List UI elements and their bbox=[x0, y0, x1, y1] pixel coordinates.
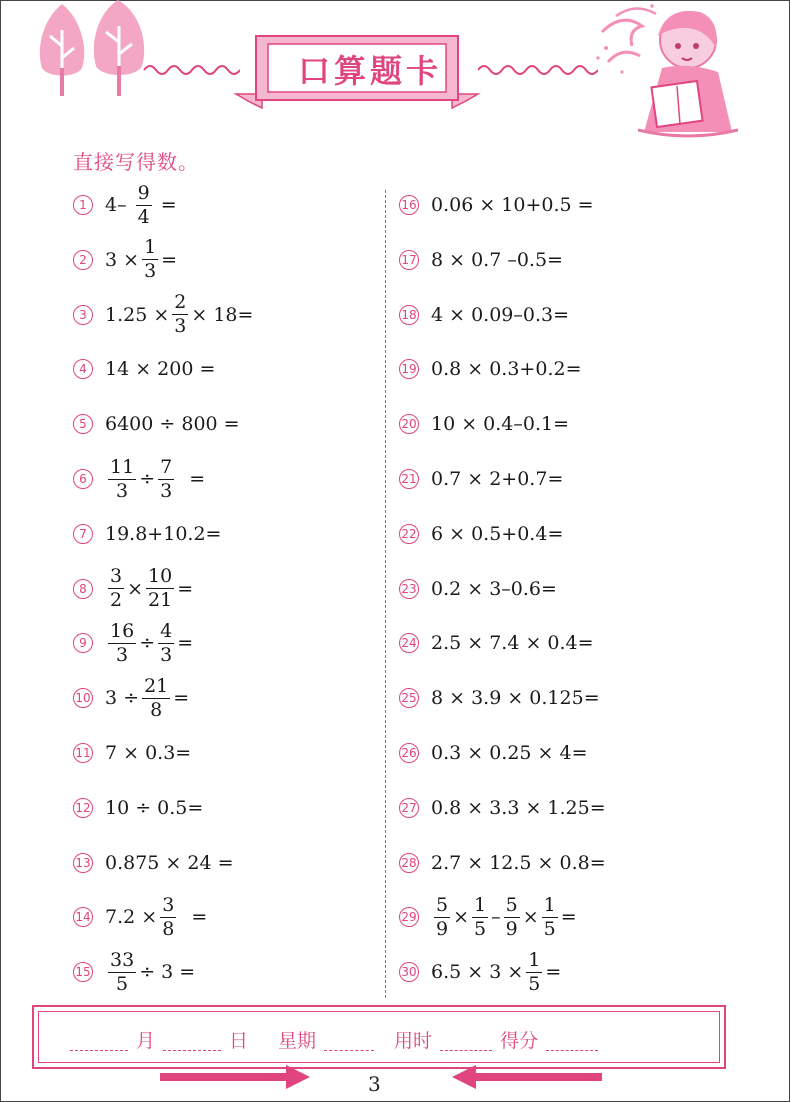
problem-item bbox=[73, 180, 177, 230]
left-arrow-icon bbox=[452, 1064, 602, 1090]
fraction-numerator: 7 bbox=[160, 455, 173, 478]
problem-number: 30 bbox=[399, 962, 419, 982]
fraction bbox=[504, 893, 520, 940]
problem-expression bbox=[105, 619, 194, 666]
problem-item bbox=[73, 783, 203, 833]
expression-text: 6.5 × 3 × bbox=[431, 961, 524, 984]
fraction-numerator: 33 bbox=[110, 948, 135, 971]
fraction-numerator: 3 bbox=[162, 893, 175, 916]
expression-text: 14 × 200 = bbox=[105, 358, 216, 381]
expression-text: 1.25 × bbox=[105, 303, 170, 326]
problem-number: 16 bbox=[399, 195, 419, 215]
problem-item bbox=[399, 564, 557, 614]
expression-text: 6 × 0.5+0.4= bbox=[431, 522, 564, 545]
expression-text: = bbox=[177, 468, 206, 490]
problem-item bbox=[399, 673, 600, 723]
score-blank[interactable] bbox=[546, 1028, 598, 1051]
expression-text: 10 ÷ 0.5= bbox=[105, 796, 204, 819]
fraction-denominator: 3 bbox=[144, 260, 157, 283]
problem-number: 27 bbox=[399, 798, 419, 818]
problem-number: 2 bbox=[73, 250, 93, 270]
expression-text: 8 × 3.9 × 0.125= bbox=[431, 687, 600, 710]
fraction-denominator: 5 bbox=[543, 917, 556, 940]
problem-number: 5 bbox=[73, 414, 93, 434]
problem-number: 24 bbox=[399, 633, 419, 653]
expression-text: 0.875 × 24 = bbox=[105, 851, 234, 874]
problem-item bbox=[399, 618, 594, 668]
expression-text: 4– bbox=[105, 194, 133, 216]
expression-text: 6400 ÷ 800 = bbox=[105, 413, 240, 436]
problem-expression bbox=[105, 238, 177, 281]
expression-text: 19.8+10.2= bbox=[105, 522, 222, 545]
score-label: 得分 bbox=[500, 1029, 539, 1052]
fraction-denominator: 3 bbox=[174, 315, 187, 338]
expression-text: = bbox=[161, 248, 178, 271]
fraction bbox=[160, 893, 176, 940]
problem-expression bbox=[105, 852, 234, 874]
problem-number: 23 bbox=[399, 579, 419, 599]
problem-item bbox=[399, 728, 588, 778]
problem-item bbox=[73, 673, 189, 723]
problem-item bbox=[399, 235, 563, 285]
expression-text: 0.8 × 0.3+0.2= bbox=[431, 358, 582, 381]
fraction bbox=[158, 619, 174, 666]
problem-expression bbox=[105, 797, 203, 819]
problem-expression bbox=[105, 948, 196, 995]
expression-text: 0.7 × 2+0.7= bbox=[431, 468, 564, 490]
fraction-numerator: 1 bbox=[474, 893, 487, 916]
fraction bbox=[472, 893, 488, 940]
fraction-numerator: 21 bbox=[144, 674, 169, 697]
fraction bbox=[136, 181, 152, 228]
problem-number: 22 bbox=[399, 524, 419, 544]
problem-number: 4 bbox=[73, 359, 93, 379]
month-blank[interactable] bbox=[70, 1028, 128, 1051]
day-blank[interactable] bbox=[163, 1028, 221, 1051]
fraction-denominator: 3 bbox=[160, 643, 173, 666]
problem-number: 25 bbox=[399, 688, 419, 708]
problem-item bbox=[399, 290, 569, 340]
fraction-numerator: 10 bbox=[148, 565, 173, 588]
fraction-numerator: 9 bbox=[137, 181, 150, 204]
day-label: 日 bbox=[229, 1029, 249, 1052]
problem-item bbox=[399, 399, 569, 449]
time-label: 用时 bbox=[394, 1029, 433, 1052]
problem-number: 12 bbox=[73, 798, 93, 818]
fraction-denominator: 3 bbox=[160, 479, 173, 502]
problem-item bbox=[73, 728, 191, 778]
problem-expression bbox=[431, 249, 563, 271]
expression-text: 4 × 0.09–0.3= bbox=[431, 303, 570, 326]
expression-text: 2.7 × 12.5 × 0.8= bbox=[431, 851, 606, 874]
expression-text: – bbox=[491, 906, 501, 929]
problem-item bbox=[73, 564, 193, 614]
problem-expression bbox=[431, 797, 606, 819]
fraction-denominator: 3 bbox=[116, 643, 129, 666]
expression-text: ÷ 3 = bbox=[139, 961, 196, 984]
fraction-denominator: 2 bbox=[110, 589, 123, 612]
problem-number: 11 bbox=[73, 743, 93, 763]
problem-expression bbox=[431, 632, 594, 654]
girl-reading-illustration bbox=[592, 2, 742, 142]
problem-number: 18 bbox=[399, 305, 419, 325]
problem-item bbox=[73, 290, 253, 340]
fraction-denominator: 5 bbox=[528, 972, 541, 995]
problem-number: 6 bbox=[73, 469, 93, 489]
problem-item bbox=[399, 509, 563, 559]
expression-text: × bbox=[453, 906, 470, 929]
expression-text: 0.8 × 3.3 × 1.25= bbox=[431, 796, 606, 819]
fraction bbox=[146, 567, 174, 610]
problem-number: 10 bbox=[73, 688, 93, 708]
problem-expression bbox=[105, 413, 240, 435]
trees-decoration bbox=[22, 0, 162, 100]
problem-item bbox=[73, 618, 193, 668]
fraction bbox=[434, 893, 450, 940]
problem-expression bbox=[431, 687, 600, 709]
problem-item bbox=[73, 838, 234, 888]
fraction-numerator: 1 bbox=[543, 893, 556, 916]
expression-text: 0.06 × 10+0.5 = bbox=[431, 194, 594, 216]
expression-text: × 18= bbox=[191, 303, 254, 326]
fraction bbox=[142, 674, 170, 721]
problem-number: 14 bbox=[73, 907, 93, 927]
weekday-label: 星期 bbox=[278, 1029, 317, 1052]
problem-expression bbox=[105, 455, 206, 502]
expression-text: = bbox=[177, 632, 194, 655]
expression-text: 7.2 × bbox=[105, 906, 158, 929]
expression-text: = bbox=[179, 906, 208, 929]
problem-item bbox=[73, 947, 195, 997]
problem-expression bbox=[105, 674, 190, 721]
problem-expression bbox=[431, 742, 588, 764]
expression-text: 3 ÷ bbox=[105, 687, 140, 710]
fraction-denominator: 21 bbox=[148, 589, 173, 612]
problem-number: 21 bbox=[399, 469, 419, 489]
fraction-denominator: 8 bbox=[162, 917, 175, 940]
weekday-blank[interactable] bbox=[324, 1028, 374, 1051]
page-number: 3 bbox=[368, 1072, 381, 1096]
problem-number: 26 bbox=[399, 743, 419, 763]
problem-item bbox=[399, 892, 577, 942]
problem-expression bbox=[431, 358, 582, 380]
expression-text: = bbox=[545, 961, 562, 984]
problem-number: 9 bbox=[73, 633, 93, 653]
problem-item bbox=[399, 344, 582, 394]
problem-item bbox=[73, 892, 207, 942]
problem-expression bbox=[105, 742, 191, 764]
fraction-numerator: 3 bbox=[110, 565, 123, 588]
expression-text: 0.3 × 0.25 × 4= bbox=[431, 742, 588, 764]
fraction-numerator: 4 bbox=[160, 619, 173, 642]
problem-expression bbox=[431, 194, 594, 216]
fraction-denominator: 5 bbox=[116, 972, 129, 995]
problem-expression bbox=[431, 948, 562, 995]
problem-expression bbox=[431, 893, 577, 940]
problem-number: 20 bbox=[399, 414, 419, 434]
instruction-text: 直接写得数。 bbox=[73, 150, 199, 174]
problem-number: 13 bbox=[73, 853, 93, 873]
expression-text: 3 × bbox=[105, 248, 140, 271]
problem-expression bbox=[105, 893, 208, 940]
expression-text: = bbox=[177, 577, 194, 600]
problem-number: 3 bbox=[73, 305, 93, 325]
expression-text: × bbox=[127, 577, 144, 600]
fraction bbox=[172, 293, 188, 336]
fraction-denominator: 9 bbox=[436, 917, 449, 940]
problem-number: 28 bbox=[399, 853, 419, 873]
problem-item bbox=[399, 838, 606, 888]
expression-text: 0.2 × 3–0.6= bbox=[431, 577, 557, 600]
expression-text: ÷ bbox=[139, 632, 156, 655]
problem-expression bbox=[105, 358, 215, 380]
fraction bbox=[142, 238, 158, 281]
problem-expression bbox=[431, 304, 569, 326]
problem-number: 15 bbox=[73, 962, 93, 982]
problem-expression bbox=[431, 852, 606, 874]
problem-number: 19 bbox=[399, 359, 419, 379]
fraction bbox=[108, 948, 136, 995]
expression-text: 2.5 × 7.4 × 0.4= bbox=[431, 632, 594, 655]
expression-text: × bbox=[522, 906, 539, 929]
problem-number: 29 bbox=[399, 907, 419, 927]
problem-expression bbox=[431, 578, 557, 600]
time-blank[interactable] bbox=[440, 1028, 492, 1051]
problem-expression bbox=[105, 567, 193, 610]
problem-item bbox=[399, 454, 563, 504]
fraction bbox=[542, 893, 558, 940]
expression-text: = bbox=[560, 906, 577, 929]
problem-item bbox=[399, 783, 606, 833]
problem-item bbox=[73, 454, 205, 504]
problem-expression bbox=[431, 468, 563, 490]
problem-item bbox=[399, 947, 561, 997]
fraction bbox=[108, 619, 136, 666]
problem-number: 7 bbox=[73, 524, 93, 544]
month-label: 月 bbox=[136, 1029, 156, 1052]
fraction bbox=[158, 455, 174, 502]
problem-expression bbox=[105, 293, 253, 336]
problem-item bbox=[73, 509, 221, 559]
problem-item bbox=[73, 235, 177, 285]
fraction-denominator: 9 bbox=[505, 917, 518, 940]
page-title: 口算题卡 bbox=[297, 52, 442, 90]
expression-text: 10 × 0.4–0.1= bbox=[431, 413, 570, 436]
footer-record-row bbox=[70, 1024, 606, 1054]
wavy-line-left bbox=[142, 56, 240, 82]
fraction bbox=[526, 948, 542, 995]
fraction-numerator: 5 bbox=[436, 893, 449, 916]
expression-text: 8 × 0.7 –0.5= bbox=[431, 248, 563, 271]
problem-item bbox=[73, 344, 215, 394]
fraction-numerator: 16 bbox=[110, 619, 135, 642]
problem-item bbox=[73, 399, 240, 449]
fraction-numerator: 1 bbox=[144, 236, 157, 259]
fraction-denominator: 4 bbox=[137, 205, 150, 228]
right-arrow-icon bbox=[160, 1064, 310, 1090]
problem-expression bbox=[431, 413, 569, 435]
expression-text: = bbox=[173, 687, 190, 710]
fraction-denominator: 8 bbox=[150, 698, 163, 721]
fraction-numerator: 2 bbox=[174, 291, 187, 314]
fraction-denominator: 5 bbox=[474, 917, 487, 940]
fraction-denominator: 3 bbox=[116, 479, 129, 502]
problem-number: 1 bbox=[73, 195, 93, 215]
problem-expression bbox=[105, 181, 177, 228]
fraction-numerator: 5 bbox=[505, 893, 518, 916]
problem-expression bbox=[105, 523, 221, 545]
problem-number: 17 bbox=[399, 250, 419, 270]
expression-text: = bbox=[154, 194, 177, 216]
fraction bbox=[108, 455, 136, 502]
wavy-line-right bbox=[478, 56, 598, 82]
fraction bbox=[108, 567, 124, 610]
problem-expression bbox=[431, 523, 563, 545]
fraction-numerator: 1 bbox=[528, 948, 541, 971]
problem-item bbox=[399, 180, 594, 230]
problem-number: 8 bbox=[73, 579, 93, 599]
expression-text: 7 × 0.3= bbox=[105, 742, 192, 764]
fraction-numerator: 11 bbox=[110, 455, 135, 478]
column-divider bbox=[385, 190, 386, 998]
expression-text: ÷ bbox=[139, 468, 156, 490]
